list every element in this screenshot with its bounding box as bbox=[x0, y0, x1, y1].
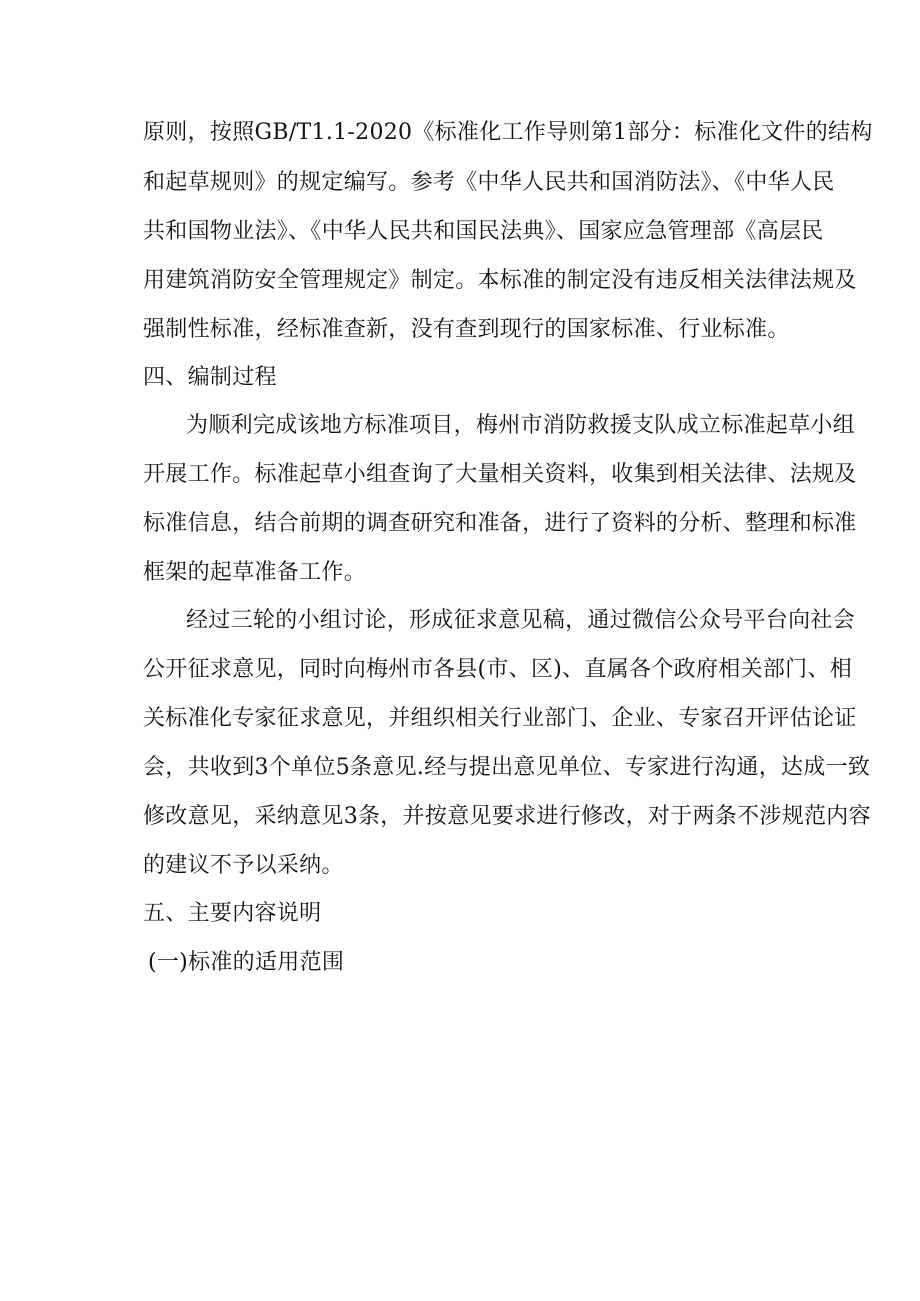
sub-heading: (一)标准的适用范围 bbox=[148, 950, 345, 975]
text-line: 原则，按照GB/T1.1-2020《标准化工作导则第1部分：标准化文件的结构 bbox=[143, 120, 873, 145]
text-line: 标准信息，结合前期的调查研究和准备，进行了资料的分析、整理和标准 bbox=[143, 511, 857, 536]
text-line: 关标准化专家征求意见，并组织相关行业部门、企业、专家召开评估论证 bbox=[143, 706, 857, 731]
text-line: 的建议不予以采纳。 bbox=[143, 853, 344, 878]
text-line: 共和国物业法》、《中华人民共和国民法典》、国家应急管理部《高层民 bbox=[143, 219, 824, 244]
text-line: 为顺利完成该地方标准项目，梅州市消防救援支队成立标准起草小组 bbox=[186, 413, 856, 438]
text-line: 会，共收到3个单位5条意见.经与提出意见单位、专家进行沟通，达成一致 bbox=[143, 755, 871, 780]
text-line: 用建筑消防安全管理规定》制定。本标准的制定没有违反相关法律法规及 bbox=[143, 268, 857, 293]
text-line: 经过三轮的小组讨论，形成征求意见稿，通过微信公众号平台向社会 bbox=[186, 608, 856, 633]
text-line: 公开征求意见，同时向梅州市各县(市、区)、直属各个政府相关部门、相 bbox=[143, 657, 853, 682]
text-line: 开展工作。标准起草小组查询了大量相关资料，收集到相关法律、法规及 bbox=[143, 462, 857, 487]
text-line: 框架的起草准备工作。 bbox=[143, 560, 367, 585]
text-line: 修改意见，采纳意见3条，并按意见要求进行修改，对于两条不涉规范内容 bbox=[143, 804, 871, 829]
text-line: 和起草规则》的规定编写。参考《中华人民共和国消防法》、《中华人民 bbox=[143, 170, 835, 195]
text-line: 强制性标准，经标准查新，没有查到现行的国家标准、行业标准。 bbox=[143, 317, 790, 342]
section-heading: 五、主要内容说明 bbox=[143, 901, 322, 926]
section-heading: 四、编制过程 bbox=[143, 365, 277, 390]
